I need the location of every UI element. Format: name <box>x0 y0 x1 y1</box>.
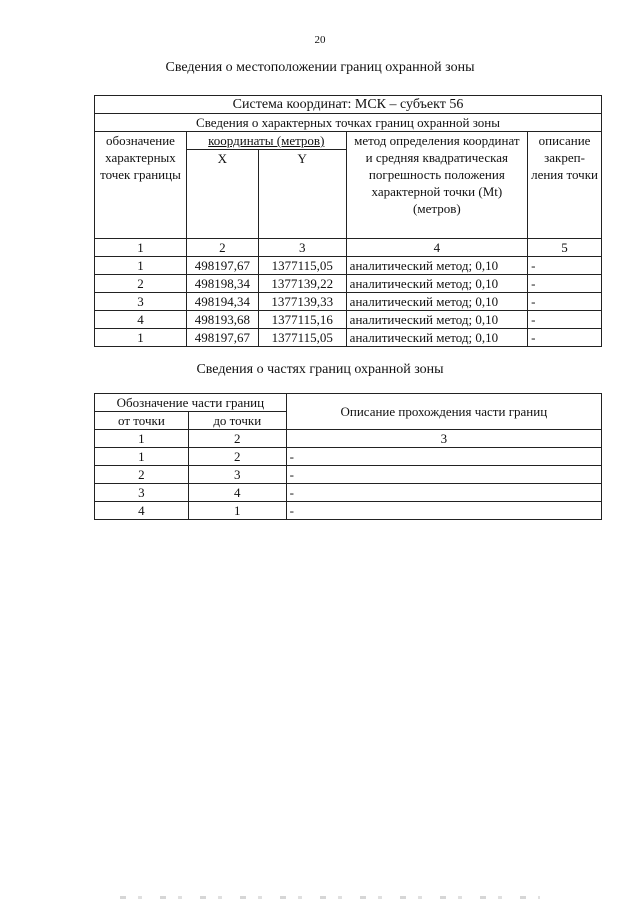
header-coordinates: координаты (метров) <box>186 132 346 150</box>
column-number: 1 <box>95 239 187 257</box>
column-number: 2 <box>188 430 286 448</box>
description-cell: - <box>528 311 602 329</box>
column-numbers-row <box>95 239 602 257</box>
to-point: 4 <box>188 484 286 502</box>
characteristic-points-table <box>94 95 602 347</box>
x-coordinate: 498193,68 <box>186 311 258 329</box>
column-number: 2 <box>186 239 258 257</box>
to-point: 2 <box>188 448 286 466</box>
to-point: 1 <box>188 502 286 520</box>
point-number: 3 <box>95 293 187 311</box>
header-from-point: от точки <box>95 412 189 430</box>
boundary-parts-table <box>94 393 602 520</box>
table-row <box>95 275 602 293</box>
point-number: 1 <box>95 329 187 347</box>
method-cell: аналитический метод; 0,10 <box>346 275 527 293</box>
table-row <box>95 466 602 484</box>
points-subtitle-cell: Сведения о характерных точках границ охранной зоны <box>95 114 602 132</box>
description-cell: - <box>528 329 602 347</box>
x-coordinate: 498198,34 <box>186 275 258 293</box>
part-description: - <box>286 502 601 520</box>
table-row <box>95 329 602 347</box>
table-row <box>95 484 602 502</box>
from-point: 1 <box>95 448 189 466</box>
part-description: - <box>286 448 601 466</box>
column-numbers-row <box>95 430 602 448</box>
section-heading-parts: Сведения о частях границ охранной зоны <box>196 362 444 377</box>
header-method: метод определения координат и средняя квадратическая погрешность положения характерной точки (Mt) (метров) <box>346 132 527 239</box>
point-number: 4 <box>95 311 187 329</box>
coord-system-cell: Система координат: МСК – субъект 56 <box>95 96 602 114</box>
y-coordinate: 1377139,33 <box>258 293 346 311</box>
method-cell: аналитический метод; 0,10 <box>346 293 527 311</box>
header-designation: обозначение характерных точек границы <box>95 132 187 239</box>
table-row <box>95 257 602 275</box>
header-to-point: до точки <box>188 412 286 430</box>
table-row <box>95 311 602 329</box>
column-number: 1 <box>95 430 189 448</box>
to-point: 3 <box>188 466 286 484</box>
column-number: 5 <box>528 239 602 257</box>
y-coordinate: 1377115,05 <box>258 257 346 275</box>
description-cell: - <box>528 257 602 275</box>
header-description: описание закреп-ления точки <box>528 132 602 239</box>
column-number: 3 <box>286 430 601 448</box>
y-coordinate: 1377115,05 <box>258 329 346 347</box>
x-coordinate: 498197,67 <box>186 257 258 275</box>
method-cell: аналитический метод; 0,10 <box>346 329 527 347</box>
scan-artifact <box>120 896 540 899</box>
page-number: 20 <box>314 34 326 46</box>
header-y: Y <box>258 150 346 239</box>
from-point: 4 <box>95 502 189 520</box>
y-coordinate: 1377139,22 <box>258 275 346 293</box>
column-number: 3 <box>258 239 346 257</box>
section-heading-location: Сведения о местоположении границ охранной зоны <box>165 60 475 75</box>
method-cell: аналитический метод; 0,10 <box>346 257 527 275</box>
column-number: 4 <box>346 239 527 257</box>
header-x: X <box>186 150 258 239</box>
header-part-description: Описание прохождения части границ <box>286 394 601 430</box>
description-cell: - <box>528 275 602 293</box>
from-point: 3 <box>95 484 189 502</box>
point-number: 1 <box>95 257 187 275</box>
x-coordinate: 498194,34 <box>186 293 258 311</box>
table-row <box>95 293 602 311</box>
x-coordinate: 498197,67 <box>186 329 258 347</box>
part-description: - <box>286 484 601 502</box>
method-cell: аналитический метод; 0,10 <box>346 311 527 329</box>
description-cell: - <box>528 293 602 311</box>
y-coordinate: 1377115,16 <box>258 311 346 329</box>
point-number: 2 <box>95 275 187 293</box>
table-row <box>95 448 602 466</box>
part-description: - <box>286 466 601 484</box>
from-point: 2 <box>95 466 189 484</box>
header-part-designation: Обозначение части границ <box>95 394 287 412</box>
table-row <box>95 502 602 520</box>
